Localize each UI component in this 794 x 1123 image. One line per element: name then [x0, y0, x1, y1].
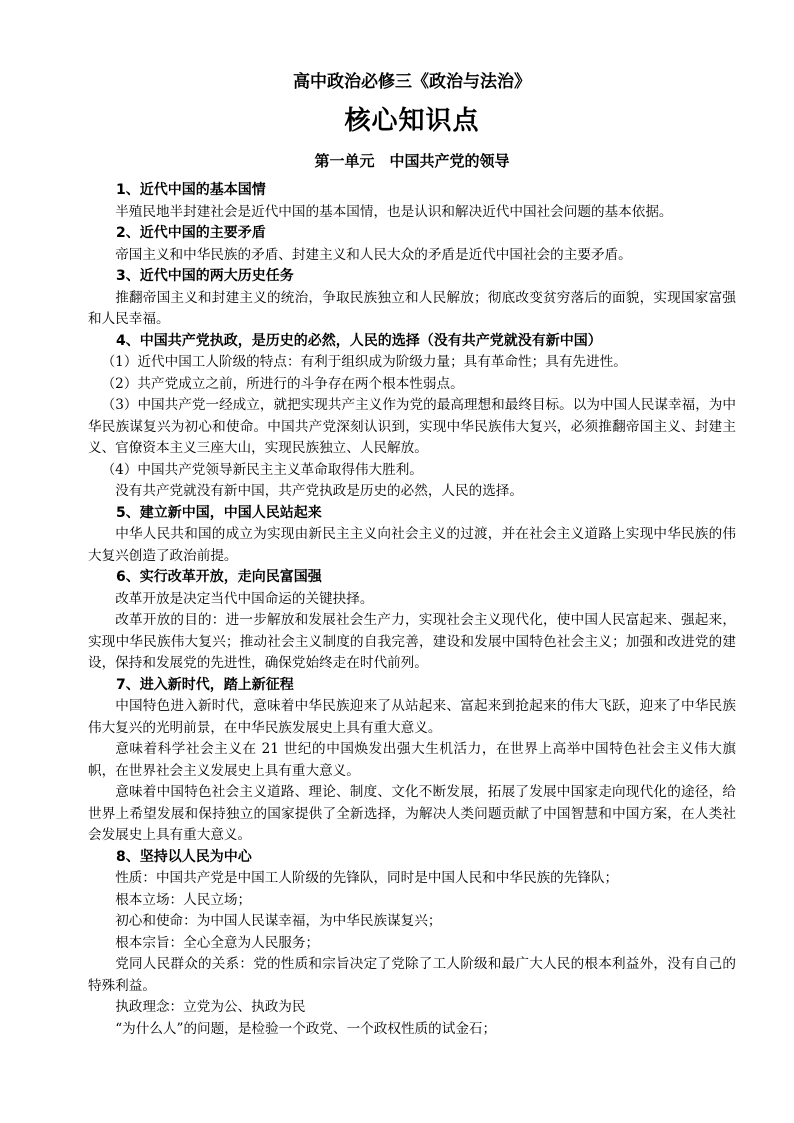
section-8-mission: 初心和使命：为中国人民谋幸福，为中华民族谋复兴；: [115, 913, 442, 929]
section-6-heading: 6、实行改革开放，走向民富国强: [116, 569, 322, 585]
section-7-paragraph-2: 意味着科学社会主义在 21 世纪的中国焕发出强大生机活力，在世界上高举中国特色社会主义伟大旗帜，在世界社会主义发展史上具有重大意义。: [88, 741, 736, 779]
section-8-purpose: 根本宗旨：全心全意为人民服务；: [115, 934, 320, 951]
section-4-conclusion: 没有共产党就没有新中国，共产党执政是历史的必然，人民的选择。: [115, 483, 523, 499]
document-title: 高中政治必修三《政治与法治》: [293, 72, 531, 92]
section-5-heading: 5、建立新中国，中国人民站起来: [116, 504, 322, 521]
unit-title: 第一单元 中国共产党的领导: [314, 152, 510, 170]
section-1-heading: 1、近代中国的基本国情: [116, 182, 266, 198]
section-1-paragraph: 半殖民地半封建社会是近代中国的基本国情，也是认识和解决近代中国社会问题的基本依据。: [115, 203, 673, 220]
section-2-paragraph: 帝国主义和中华民族的矛盾、封建主义和人民大众的矛盾是近代中国社会的主要矛盾。: [115, 246, 632, 263]
section-8-governance: 执政理念：立党为公、执政为民: [115, 999, 306, 1015]
section-7-paragraph-3: 意味着中国特色社会主义道路、理论、制度、文化不断发展，拓展了发展中国家走向现代化的途径，给世界上希望发展和保持独立的国家提供了全新选择，为解决人类问题贡献了中国智慧和中国方案，在人类社会发展史上具有重大意义。: [88, 784, 736, 843]
section-6-paragraph-2: 改革开放的目的：进一步解放和发展社会生产力，实现社会主义现代化，使中国人民富起来、强起来，实现中华民族伟大复兴；推动社会主义制度的自我完善，建设和发展中国特色社会主义；加强和改进党的建设，保持和发展党的先进性，确保党始终走在时代前列。: [88, 612, 736, 671]
section-4-point-1: （1）近代中国工人阶级的特点：有利于组织成为阶级力量；具有革命性；具有先进性。: [101, 354, 627, 370]
section-4-point-2: （2）共产党成立之前，所进行的斗争存在两个根本性弱点。: [101, 375, 464, 392]
section-8-stance: 根本立场：人民立场；: [115, 891, 252, 908]
section-7-paragraph-1: 中国特色进入新时代，意味着中华民族迎来了从站起来、富起来到抢起来的伟大飞跃，迎来了中华民族伟大复兴的光明前景，在中华民族发展史上具有重大意义。: [88, 698, 736, 736]
section-2-heading: 2、近代中国的主要矛盾: [116, 225, 266, 241]
document-page: [88, 70, 736, 1040]
section-5-paragraph: 中华人民共和国的成立为实现由新民主主义向社会主义的过渡，并在社会主义道路上实现中华民族的伟大复兴创造了政治前提。: [88, 526, 736, 564]
section-7-heading: 7、进入新时代，踏上新征程: [116, 676, 294, 693]
section-4-heading: 4、中国共产党执政，是历史的必然，人民的选择（没有共产党就没有新中国）: [116, 332, 602, 349]
section-4-point-3: （3）中国共产党一经成立，就把实现共产主义作为党的最高理想和最终目标。以为中国人民谋幸福，为中华民族谋复兴为初心和使命。中国共产党深刻认识到，实现中华民族伟大复兴，必须推翻帝国主义、封建主义、官僚资本主义三座大山，实现民族独立、人民解放。: [88, 397, 736, 456]
section-8-relationship: 党同人民群众的关系：党的性质和宗旨决定了党除了工人阶级和最广大人民的根本利益外，没有自己的特殊利益。: [88, 956, 736, 994]
section-8-touchstone: “为什么人”的问题，是检验一个政党、一个政权性质的试金石；: [115, 1020, 497, 1037]
section-3-heading: 3、近代中国的两大历史任务: [116, 268, 294, 284]
section-6-paragraph-1: 改革开放是决定当代中国命运的关键抉择。: [115, 590, 374, 607]
section-8-nature: 性质：中国共产党是中国工人阶级的先锋队，同时是中国人民和中华民族的先锋队；: [115, 870, 619, 886]
section-3-paragraph: 推翻帝国主义和封建主义的统治，争取民族独立和人民解放；彻底改变贫穷落后的面貌，实现国家富强和人民幸福。: [88, 289, 736, 327]
main-title: 核心知识点: [344, 106, 480, 136]
section-4-point-4: （4）中国共产党领导新民主主义革命取得伟大胜利。: [101, 461, 423, 478]
section-8-heading: 8、坚持以人民为中心: [116, 848, 252, 865]
